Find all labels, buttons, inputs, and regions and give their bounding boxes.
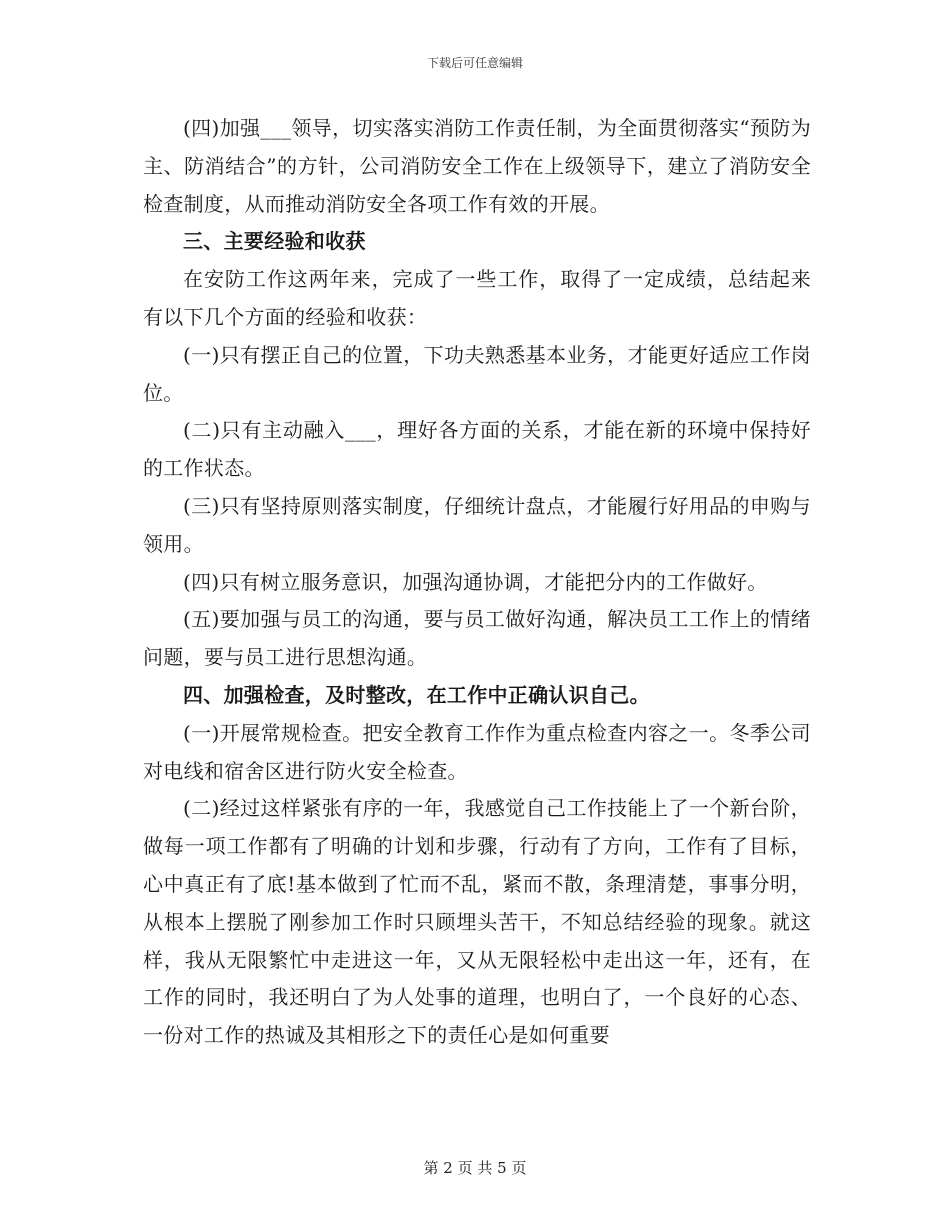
paragraph-item-4: (四)只有树立服务意识，加强沟通协调，才能把分内的工作做好。 xyxy=(183,569,768,594)
page-number-footer: 第 2 页 共 5 页 xyxy=(423,1159,527,1177)
paragraph-item-3: (三)只有坚持原则落实制度，仔细统计盘点，才能履行好用品的申购与领用。 xyxy=(143,493,811,556)
paragraph-leadership: (四)加强___领导，切实落实消防工作责任制，为全面贯彻落实“预防为主、防消结合”的方针，公司消防安全工作在上级领导下，建立了消防安全检查制度，从而推动消防安全各项工作有效的开展。 xyxy=(143,116,811,216)
page-header-note: 下载后可任意编辑 xyxy=(426,56,523,70)
paragraph-item-5: (五)要加强与员工的沟通，要与员工做好沟通，解决员工工作上的情绪问题，要与员工进行思想沟通。 xyxy=(143,607,811,670)
section-heading-inspection: 四、加强检查，及时整改，在工作中正确认识自己。 xyxy=(183,682,650,707)
paragraph-item-2: (二)只有主动融入___，理好各方面的关系，才能在新的环境中保持好的工作状态。 xyxy=(143,418,811,481)
paragraph-year-summary: (二)经过这样紧张有序的一年，我感觉自己工作技能上了一个新台阶，做每一项工作都有了明确的计划和步骤，行动有了方向，工作有了目标，心中真正有了底!基本做到了忙而不乱，紧而不散，条理清楚，事事分明，从根本上摆脱了刚参加工作时只顾埋头苦干，不知总结经验的现象。就这样，我从无限繁忙中走进这一年，又从无限轻松中走出这一年，还有，在工作的同时，我还明白了为人处事的道理，也明白了，一个良好的心态、一份对工作的热诚及其相形之下的责任心是如何重要 xyxy=(143,796,811,1048)
paragraph-routine-inspection: (一)开展常规检查。把安全教育工作作为重点检查内容之一。冬季公司对电线和宿舍区进行防火安全检查。 xyxy=(143,720,811,783)
document-body xyxy=(143,110,811,1055)
section-heading-experience: 三、主要经验和收获 xyxy=(183,229,366,254)
paragraph-item-1: (一)只有摆正自己的位置，下功夫熟悉基本业务，才能更好适应工作岗位。 xyxy=(143,342,811,405)
paragraph-intro-experience: 在安防工作这两年来，完成了一些工作，取得了一定成绩，总结起来有以下几个方面的经验和收获： xyxy=(143,267,811,329)
